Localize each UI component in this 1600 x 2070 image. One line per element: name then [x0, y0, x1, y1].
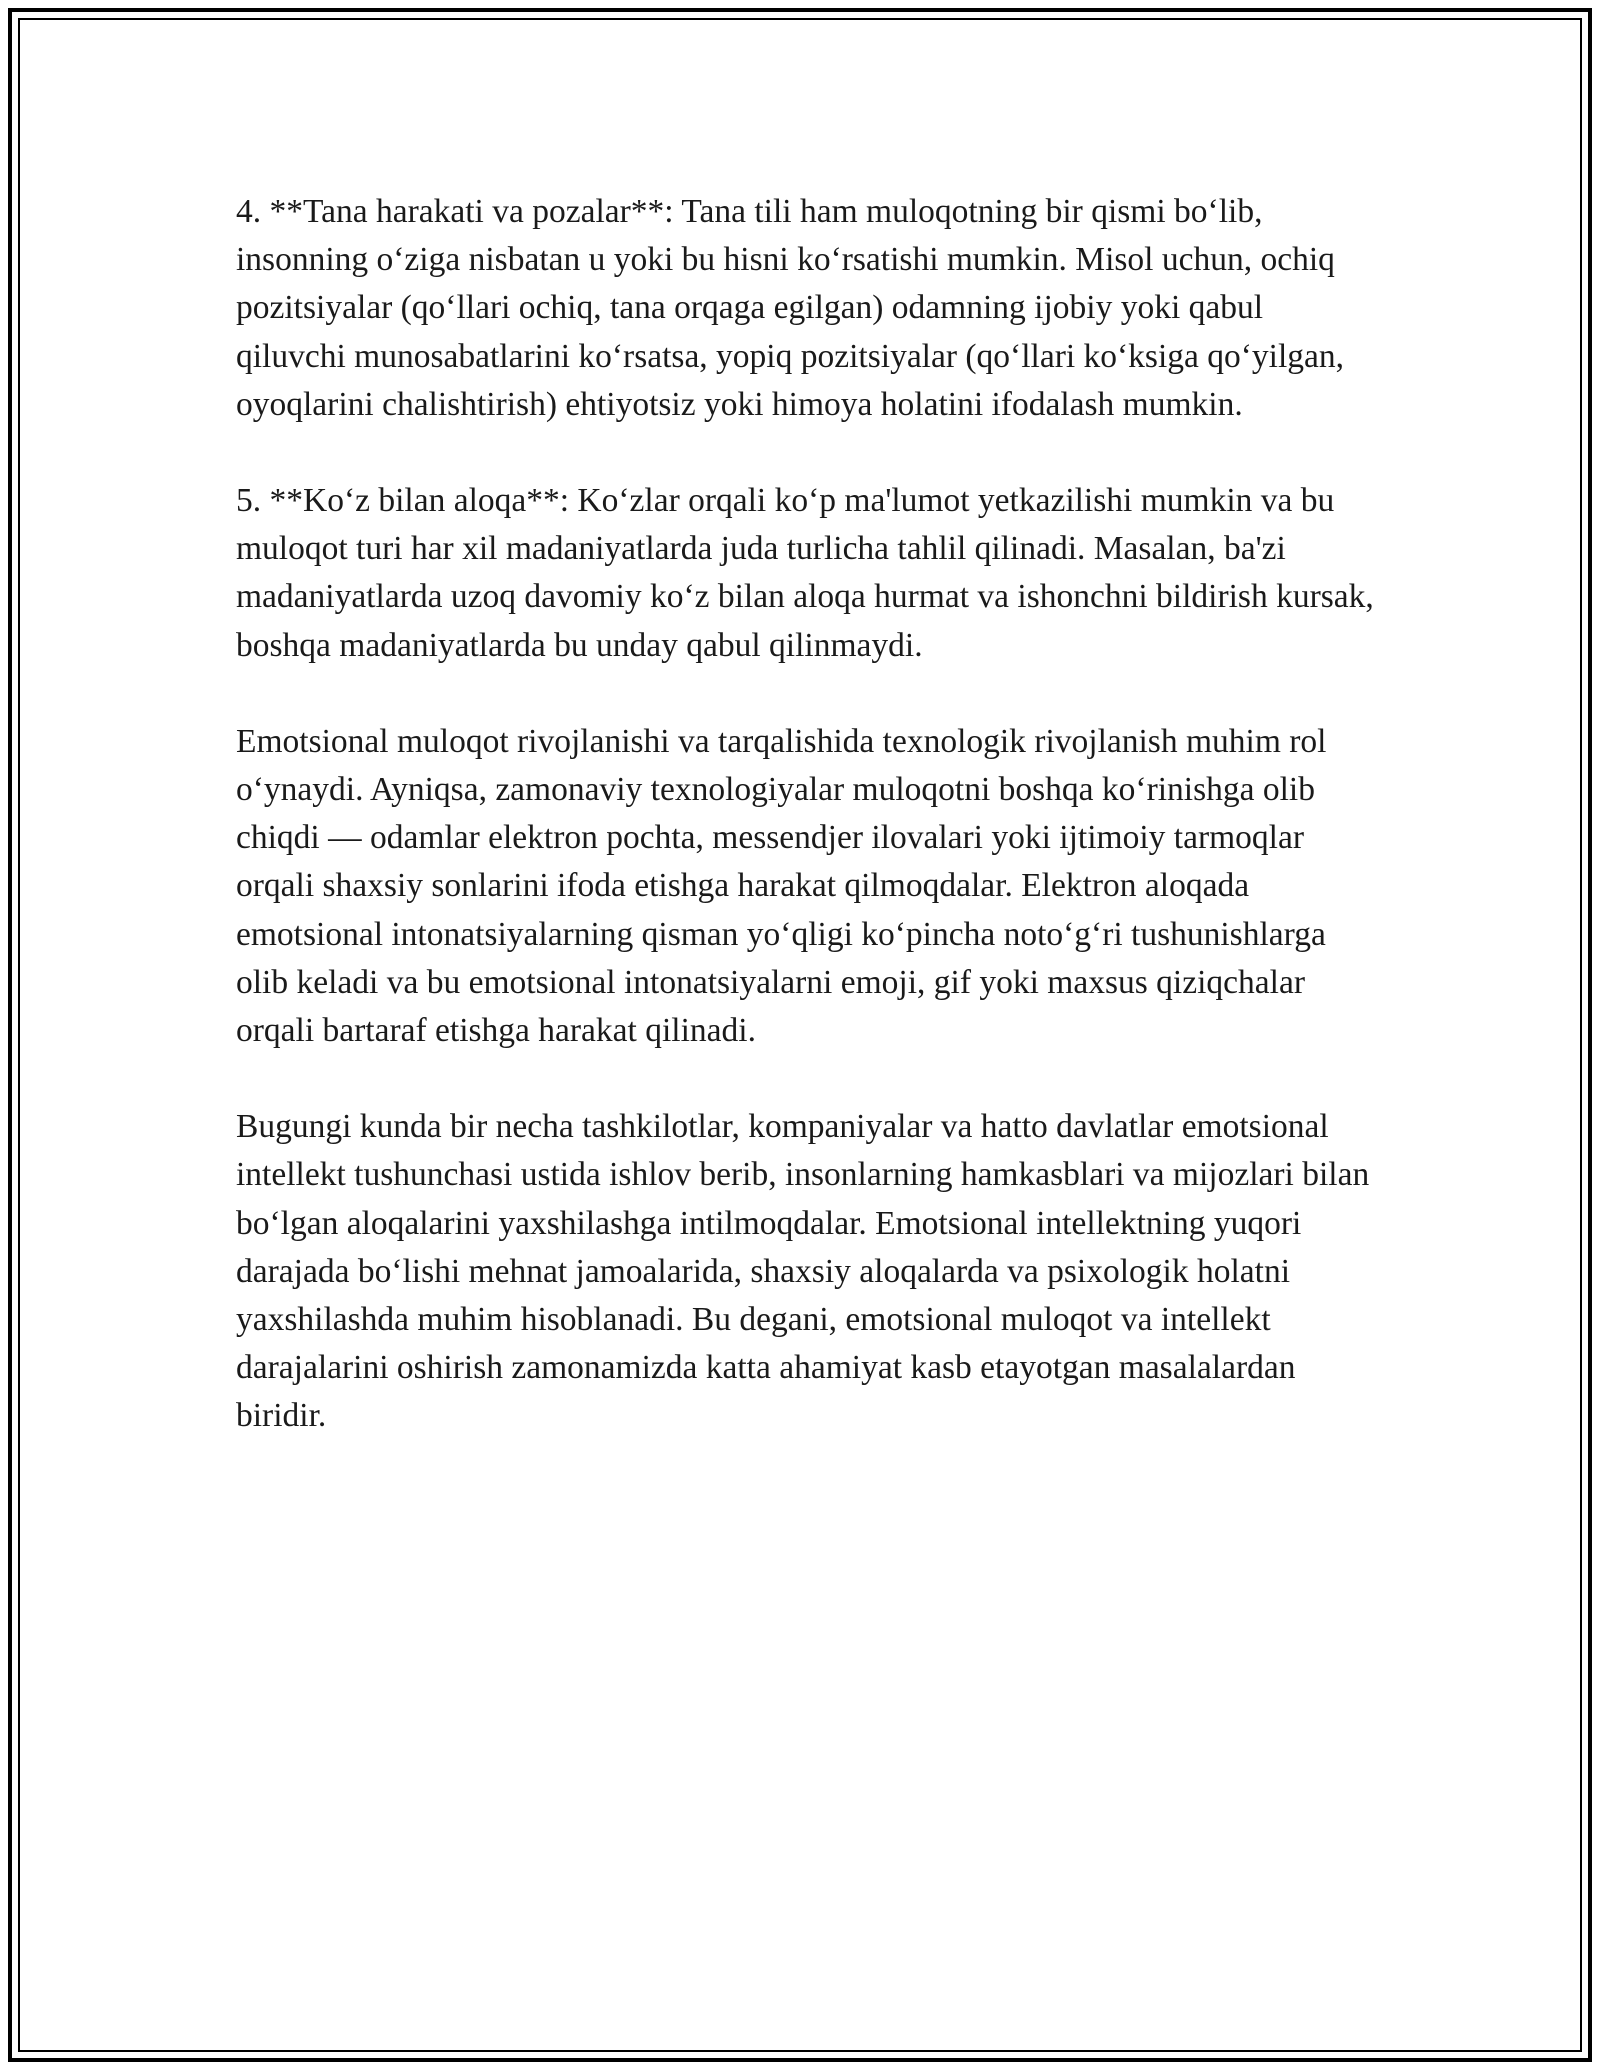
paragraph-technology: Emotsional muloqot rivojlanishi va tarqalishida texnologik rivojlanish muhim rol o‘ynaydi. Ayniqsa, zamonaviy texnologiyalar muloqotni boshqa ko‘rinishga olib chiqdi — odamlar elektron pochta, messendjer ilovalari yoki ijtimoiy tarmoqlar orqali shaxsiy sonlarini ifoda etishga harakat qilmoqdalar. Elektron aloqada emotsional intonatsiyalarning qisman yo‘qligi ko‘pincha noto‘g‘ri tushunishlarga olib keladi va bu emotsional intonatsiyalarni emoji, gif yoki maxsus qiziqchalar orqali bartaraf etishga harakat qilinadi.	[236, 722, 1327, 1050]
paragraph-body-language: 4. **Tana harakati va pozalar**: Tana tili ham muloqotning bir qismi bo‘lib, insonning o‘ziga nisbatan u yoki bu hisni ko‘rsatishi mumkin. Misol uchun, ochiq pozitsiyalar (qo‘llari ochiq, tana orqaga egilgan) odamning ijobiy yoki qabul qiluvchi munosabatlarini ko‘rsatsa, yopiq pozitsiyalar (qo‘llari ko‘ksiga qo‘yilgan, oyoqlarini chalishtirish) ehtiyotsiz yoki himoya holatini ifodalash mumkin.	[236, 193, 1345, 423]
document-body	[236, 188, 1376, 1489]
paragraph-emotional-intelligence: Bugungi kunda bir necha tashkilotlar, kompaniyalar va hatto davlatlar emotsional intellekt tushunchasi ustida ishlov berib, insonlarning hamkasblari va mijozlari bilan bo‘lgan aloqalarini yaxshilashga intilmoqdalar. Emotsional intellektning yuqori darajada bo‘lishi mehnat jamoalarida, shaxsiy aloqalarda va psixologik holatni yaxshilashda muhim hisoblanadi. Bu degani, emotsional muloqot va intellekt darajalarini oshirish zamonamizda katta ahamiyat kasb etayotgan masalalardan biridir.	[236, 1108, 1370, 1435]
paragraph-eye-contact: 5. **Ko‘z bilan aloqa**: Ko‘zlar orqali ko‘p ma'lumot yetkazilishi mumkin va bu muloqot turi har xil madaniyatlarda juda turlicha tahlil qilinadi. Masalan, ba'zi madaniyatlarda uzoq davomiy ko‘z bilan aloqa hurmat va ishonchni bildirish kursak, boshqa madaniyatlarda bu unday qabul qilinmaydi.	[236, 482, 1374, 664]
